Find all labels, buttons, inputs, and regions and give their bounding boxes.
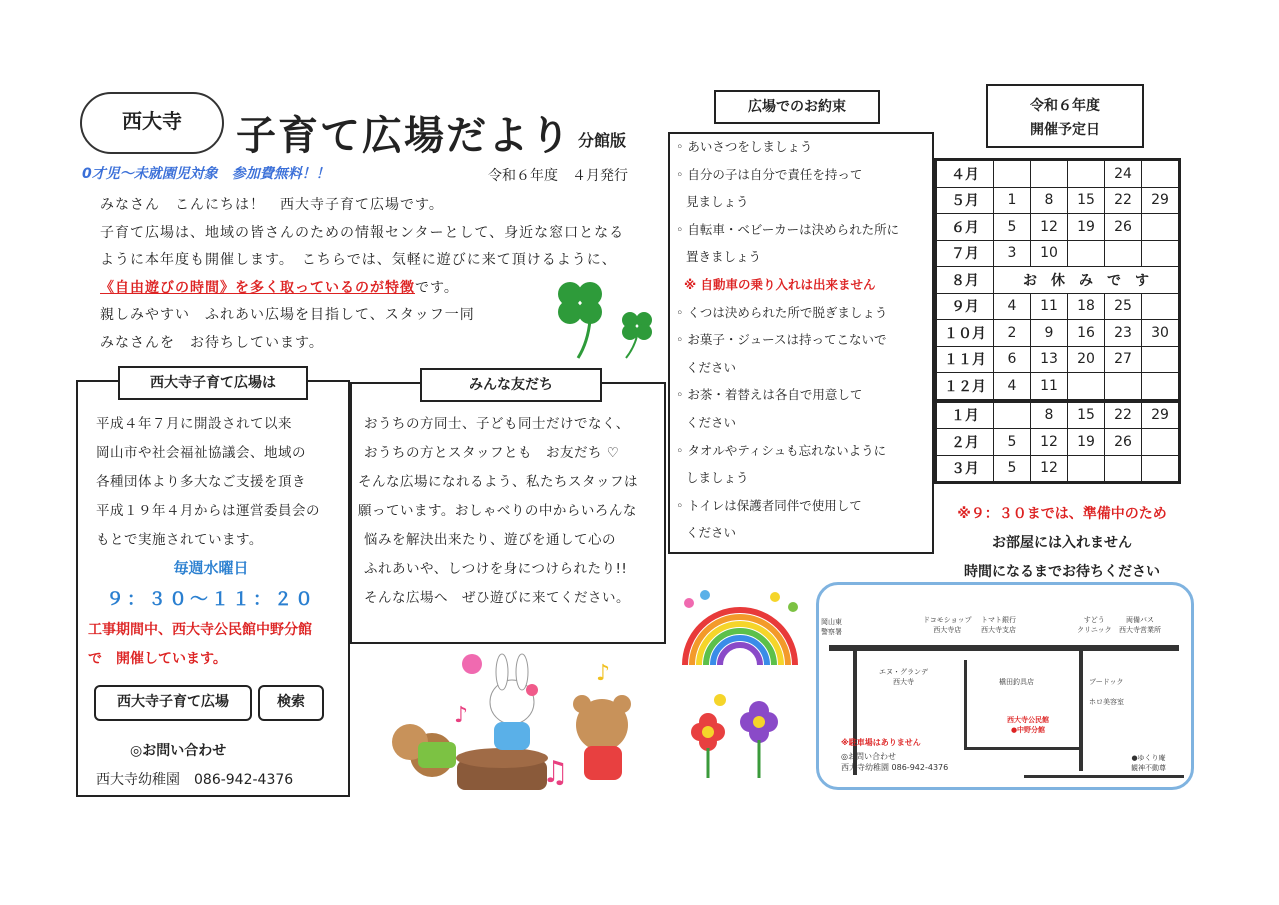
intro-line: みなさんを お待ちしています。 <box>100 334 324 351</box>
schedule-heading-line: 令和６年度 <box>1030 98 1100 114</box>
friends-heading: みんな友だち <box>420 368 602 402</box>
schedule-heading <box>986 84 1144 148</box>
schedule-day: 29 <box>1142 401 1180 429</box>
schedule-day <box>1105 455 1142 483</box>
schedule-day: 11 <box>1031 373 1068 401</box>
schedule-table <box>934 158 1181 484</box>
map-label: ドコモショップ 西大寺店 <box>923 616 972 634</box>
schedule-month: ７月 <box>936 240 994 267</box>
schedule-row <box>936 373 1180 401</box>
schedule-day <box>1142 293 1180 320</box>
promise-item: ◦ くつは決められた所で脱ぎましょう <box>676 304 888 320</box>
about-line: 平成４年７月に開設されて以来 <box>96 416 292 432</box>
map-label: ホロ美容室 <box>1089 698 1124 706</box>
flowers-illustration <box>680 692 790 784</box>
intro-text <box>100 192 624 357</box>
schedule-row <box>936 429 1180 456</box>
promise-list <box>676 133 899 547</box>
schedule-day <box>1068 240 1105 267</box>
schedule-day: 2 <box>994 320 1031 347</box>
intro-line: ように本年度も開催します。 こちらでは、気軽に遊びに来て頂けるように、 <box>100 252 617 268</box>
schedule-day <box>994 401 1031 429</box>
schedule-month: ６月 <box>936 214 994 241</box>
schedule-day: 15 <box>1068 401 1105 429</box>
schedule-day: 25 <box>1105 293 1142 320</box>
promise-heading: 広場でのお約束 <box>714 90 880 124</box>
schedule-day: 26 <box>1105 429 1142 456</box>
meeting-time: ９：３０～１１：２０ <box>106 589 316 610</box>
schedule-day: 3 <box>994 240 1031 267</box>
cloud-label: 西大寺 <box>80 92 224 154</box>
schedule-holiday: お 休 み で す <box>994 267 1180 294</box>
promise-item: ◦ あいさつをしましょう <box>676 139 813 154</box>
map-contact: ◎お問い合わせ 西大寺幼稚園 086-942-4376 <box>841 752 949 772</box>
promise-item: 置きましょう <box>686 249 762 265</box>
schedule-row <box>936 293 1180 320</box>
friends-line: おうちの方同士、子ども同士だけでなく、 <box>364 416 630 432</box>
schedule-month: １２月 <box>936 373 994 401</box>
schedule-month: ４月 <box>936 160 994 188</box>
search-button[interactable]: 検索 <box>258 685 324 721</box>
schedule-month: １０月 <box>936 320 994 347</box>
about-line: もとで実施されています。 <box>96 532 263 548</box>
promise-item: ◦ 自分の子は自分で責任を持って <box>676 166 863 182</box>
schedule-day <box>1142 429 1180 456</box>
schedule-note-line: お部屋には入れません <box>992 535 1132 551</box>
schedule-day: 23 <box>1105 320 1142 347</box>
schedule-day: 5 <box>994 429 1031 456</box>
schedule-row <box>936 187 1180 214</box>
schedule-day: 22 <box>1105 401 1142 429</box>
schedule-day <box>1142 214 1180 241</box>
contact-name: 西大寺幼稚園 <box>96 772 180 788</box>
schedule-row <box>936 160 1180 188</box>
map-label: すどう クリニック <box>1077 616 1112 634</box>
issue-date: 令和６年度 ４月発行 <box>488 168 628 184</box>
schedule-day: 8 <box>1031 401 1068 429</box>
intro-line: 親しみやすい ふれあい広場を目指して、スタッフ一同 <box>100 307 475 323</box>
friends-line: ふれあいや、しつけを身につけられたり!! <box>364 561 628 577</box>
promise-item: ください <box>686 359 737 375</box>
map-label: ●ゆくり庵 観神不動尊 <box>1131 754 1166 772</box>
schedule-day: 9 <box>1031 320 1068 347</box>
schedule-day: 8 <box>1031 187 1068 214</box>
about-line: 岡山市や社会福祉協議会、地域の <box>96 445 306 461</box>
schedule-day: 16 <box>1068 320 1105 347</box>
schedule-day <box>1068 455 1105 483</box>
intro-line: みなさん こんにちは！ 西大寺子育て広場です。 <box>100 197 444 213</box>
schedule-row <box>936 455 1180 483</box>
contact-title: ◎お問い合わせ <box>130 743 227 759</box>
access-map <box>816 582 1194 790</box>
intro-highlight: 《自由遊びの時間》を多く取っているのが特徴 <box>100 279 415 296</box>
promise-item: ◦ トイレは保護者同伴で使用して <box>676 497 862 513</box>
promise-item: ◦ タオルやティシュも忘れないように <box>676 442 887 458</box>
friends-line: 願っています。おしゃべりの中からいろんな <box>358 503 637 519</box>
about-line: 平成１９年４月からは運営委員会の <box>96 503 320 519</box>
schedule-day <box>1105 240 1142 267</box>
svg-text:♫: ♫ <box>542 755 569 790</box>
promise-item: 見ましょう <box>686 194 749 210</box>
promise-item: ください <box>686 414 737 430</box>
schedule-day: 4 <box>994 373 1031 401</box>
schedule-note <box>942 500 1182 587</box>
meeting-day: 毎週水曜日 <box>173 559 249 577</box>
about-text <box>96 410 320 555</box>
map-parking-note: ※駐車場はありません <box>841 738 921 747</box>
schedule-month: ９月 <box>936 293 994 320</box>
schedule-day: 30 <box>1142 320 1180 347</box>
friends-line: そんな広場になれるよう、私たちスタッフは <box>358 474 638 490</box>
contact-line <box>96 769 293 789</box>
schedule-note-line: 時間になるまでお待ちください <box>964 564 1160 580</box>
target-line: 0才児～未就園児対象 参加費無料！！ <box>82 166 330 182</box>
schedule-row <box>936 346 1180 373</box>
map-label: エヌ・グランデ 西大寺 <box>879 668 928 686</box>
schedule-row <box>936 240 1180 267</box>
schedule-day <box>1031 160 1068 188</box>
intro-line: 子育て広場は、地域の皆さんのための情報センターとして、身近な窓口となる <box>100 224 625 241</box>
schedule-day <box>1142 373 1180 401</box>
schedule-day <box>1142 455 1180 483</box>
schedule-day: 18 <box>1068 293 1105 320</box>
schedule-month: ５月 <box>936 187 994 214</box>
schedule-month: ２月 <box>936 429 994 456</box>
friends-line: そんな広場へ ぜひ遊びに来てください。 <box>364 590 630 606</box>
schedule-row <box>936 320 1180 347</box>
schedule-note-line: ※９：３０までは、準備中のため <box>957 506 1167 522</box>
schedule-day: 5 <box>994 214 1031 241</box>
intro-line <box>100 275 624 303</box>
map-label: ブードック <box>1089 678 1124 686</box>
schedule-day <box>1105 373 1142 401</box>
schedule-day <box>1142 346 1180 373</box>
schedule-month: １月 <box>936 401 994 429</box>
about-heading: 西大寺子育て広場は <box>118 366 308 400</box>
schedule-day: 19 <box>1068 214 1105 241</box>
promise-item: ◦ お菓子・ジュースは持ってこないで <box>676 332 887 348</box>
schedule-day: 12 <box>1031 455 1068 483</box>
map-venue: 西大寺公民館 ●中野分館 <box>1007 716 1049 734</box>
schedule-day: 24 <box>1105 160 1142 188</box>
search-keyword-box[interactable]: 西大寺子育て広場 <box>94 685 252 721</box>
promise-item: ◦ お茶・着替えは各自で用意して <box>676 387 863 403</box>
contact-phone: 086-942-4376 <box>194 772 294 788</box>
schedule-day: 13 <box>1031 346 1068 373</box>
schedule-row <box>936 401 1180 429</box>
venue-notice-line: で 開催しています。 <box>88 651 227 667</box>
schedule-day: 29 <box>1142 187 1180 214</box>
schedule-month: ３月 <box>936 455 994 483</box>
schedule-day: 15 <box>1068 187 1105 214</box>
animals-illustration <box>372 650 642 795</box>
schedule-day <box>1142 160 1180 188</box>
schedule-day: 27 <box>1105 346 1142 373</box>
schedule-day: 5 <box>994 455 1031 483</box>
friends-line: 悩みを解決出来たり、遊びを通して心の <box>364 532 616 548</box>
promise-item-warning: ※ 自動車の乗り入れは出来ません <box>684 276 876 292</box>
schedule-day: 20 <box>1068 346 1105 373</box>
schedule-day: 11 <box>1031 293 1068 320</box>
schedule-day: 1 <box>994 187 1031 214</box>
svg-text:♪: ♪ <box>454 703 469 728</box>
promise-item: ◦ 自転車・ベビーカーは決められた所に <box>676 221 900 237</box>
schedule-day: 10 <box>1031 240 1068 267</box>
schedule-row <box>936 267 1180 294</box>
map-label: トマト銀行 西大寺支店 <box>981 616 1016 634</box>
schedule-month: １１月 <box>936 346 994 373</box>
venue-notice-line: 工事期間中、西大寺公民館中野分館 <box>88 622 312 638</box>
promise-item: ください <box>686 525 737 541</box>
schedule-day <box>994 160 1031 188</box>
schedule-day <box>1068 373 1105 401</box>
schedule-day: 6 <box>994 346 1031 373</box>
map-label: 岡山東 警察署 <box>821 618 842 636</box>
friends-line: おうちの方とスタッフとも お友だち ♡ <box>364 445 620 461</box>
schedule-day: 12 <box>1031 214 1068 241</box>
schedule-day <box>1142 240 1180 267</box>
schedule-heading-line: 開催予定日 <box>1030 122 1100 138</box>
schedule-day: 22 <box>1105 187 1142 214</box>
schedule-day <box>1068 160 1105 188</box>
friends-text <box>358 410 638 613</box>
promise-item: しましょう <box>686 470 749 486</box>
schedule-day: 12 <box>1031 429 1068 456</box>
schedule-day: 26 <box>1105 214 1142 241</box>
schedule-day: 4 <box>994 293 1031 320</box>
edition-label: 分館版 <box>578 131 627 150</box>
about-line: 各種団体より多大なご支援を頂き <box>96 474 306 490</box>
svg-text:♪: ♪ <box>596 661 611 686</box>
intro-line-tail: です。 <box>415 279 459 296</box>
schedule-row <box>936 214 1180 241</box>
schedule-month: ８月 <box>936 267 994 294</box>
map-label: 両備バス 西大寺営業所 <box>1119 616 1161 634</box>
map-label: 槇田釣具店 <box>999 678 1034 686</box>
venue-notice <box>88 616 312 674</box>
rainbow-illustration <box>675 585 805 675</box>
clover-icon <box>548 272 663 362</box>
schedule-day: 19 <box>1068 429 1105 456</box>
page-title: 子育て広場だより <box>236 113 572 159</box>
